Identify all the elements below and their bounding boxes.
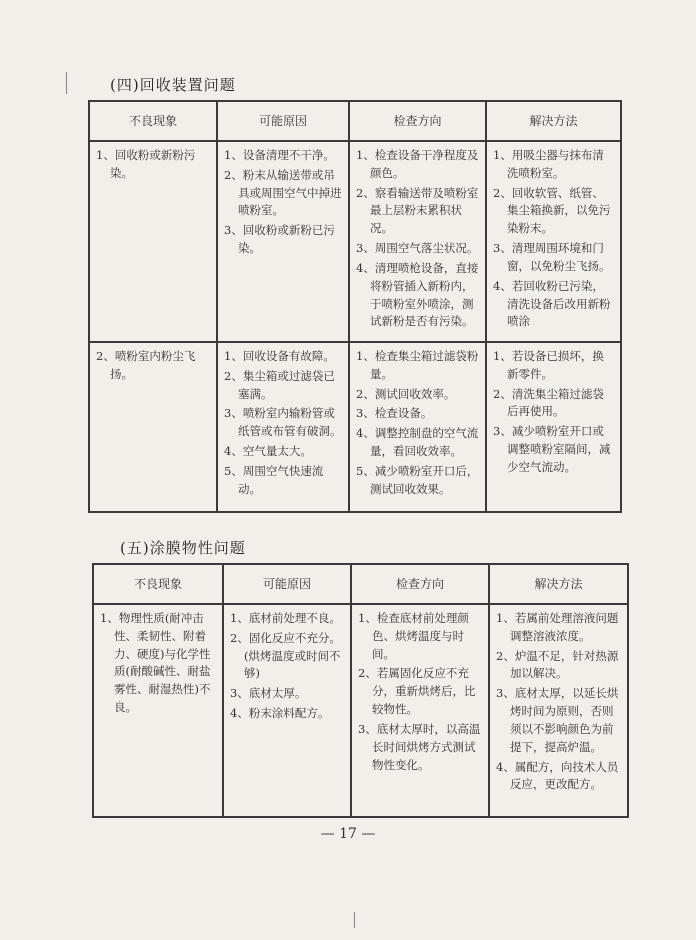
cell-phenomenon (89, 141, 217, 342)
header-phenomenon: 不良现象 (93, 564, 223, 604)
cause-item: 4、空气量太大。 (224, 444, 312, 459)
table-header-row (93, 564, 628, 604)
cell-solutions (486, 141, 621, 342)
check-item: 1、检查集尘箱过滤袋粉量。 (356, 349, 479, 381)
phenomenon-text: 2、喷粉室内粉尘飞扬。 (96, 349, 196, 381)
phenomenon-text: 1、回收粉或新粉污染。 (96, 148, 196, 180)
cell-checks (351, 604, 489, 817)
coating-property-table (92, 563, 629, 818)
check-item: 5、减少喷粉室开口后，测试回收效果。 (356, 463, 479, 496)
solution-item: 3、减少喷粉室开口或调整喷粉室隔间，减少空气流动。 (493, 424, 611, 474)
header-checks: 检查方向 (349, 101, 486, 141)
check-item: 4、调整控制盘的空气流量，看回收效率。 (356, 426, 479, 459)
cell-phenomenon (93, 604, 223, 817)
check-item: 1、检查底材前处理颜色、烘烤温度与时间。 (358, 611, 469, 661)
check-item: 2、察看输送带及喷粉室最上层粉末累积状况。 (356, 185, 479, 236)
solution-item: 2、炉温不足，针对热源加以解决。 (496, 648, 619, 681)
solution-item: 1、用吸尘器与抹布清洗喷粉室。 (493, 148, 604, 180)
solution-item: 2、清洗集尘箱过滤袋后再使用。 (493, 386, 604, 419)
check-item: 3、底材太厚时，以高温长时间烘烤方式测试物性变化。 (358, 721, 481, 772)
cause-item: 2、固化反应不充分。(烘烤温度或时间不够) (230, 630, 341, 681)
table-row (93, 604, 628, 817)
cause-item: 3、回收粉或新粉已污染。 (224, 223, 335, 256)
header-solutions: 解决方法 (489, 564, 628, 604)
page-number: — 17 — (320, 826, 376, 842)
recovery-device-table (88, 100, 622, 513)
check-item: 3、检查设备。 (356, 406, 433, 421)
check-item: 4、清理喷枪设备，直接将粉管插入新粉内，于喷粉室外喷涂，测试新粉是否有污染。 (356, 260, 479, 329)
check-item: 1、检查设备干净程度及颜色。 (356, 148, 479, 180)
solution-item: 1、若设备已损坏，换新零件。 (493, 349, 604, 381)
cause-item: 3、底材太厚。 (230, 686, 307, 701)
cell-causes (217, 141, 349, 342)
cell-checks (349, 342, 486, 512)
cell-causes (217, 342, 349, 512)
cause-item: 2、粉末从输送带或吊具或周围空气中掉进喷粉室。 (224, 167, 342, 218)
cell-phenomenon (89, 342, 217, 512)
header-causes: 可能原因 (217, 101, 349, 141)
section5-title: (五)涂膜物性问题 (120, 539, 246, 557)
solution-item: 1、若属前处理溶液问题调整溶液浓度。 (496, 611, 619, 643)
check-item: 2、若属固化反应不充分，重新烘烤后，比较物性。 (358, 666, 476, 717)
solution-item: 4、属配方，向技术人员反应，更改配方。 (496, 759, 619, 792)
cause-item: 2、集尘箱或过滤袋已塞满。 (224, 368, 335, 401)
cause-item: 1、底材前处理不良。 (230, 611, 341, 625)
cell-causes (223, 604, 351, 817)
section4-title: (四)回收装置问题 (110, 76, 236, 94)
cell-solutions (486, 342, 621, 512)
solution-item: 3、清理周围环境和门窗，以免粉尘飞扬。 (493, 241, 611, 273)
solution-item: 2、回收软管、纸管、集尘箱换新，以免污染粉末。 (493, 185, 611, 236)
cause-item: 1、设备清理不干净。 (224, 148, 335, 162)
cause-item: 1、回收设备有故障。 (224, 349, 335, 363)
check-item: 2、测试回收效率。 (356, 386, 456, 401)
cause-item: 3、喷粉室内输粉管或纸管或布管有破洞。 (224, 406, 342, 439)
scan-mark (66, 72, 67, 94)
header-causes: 可能原因 (223, 564, 351, 604)
header-phenomenon: 不良现象 (89, 101, 217, 141)
cause-item: 5、周围空气快速流动。 (224, 463, 324, 496)
header-solutions: 解决方法 (486, 101, 621, 141)
solution-item: 4、若回收粉已污染，清洗设备后改用新粉喷涂 (493, 278, 611, 329)
table-header-row (89, 101, 621, 141)
scan-mark (354, 912, 355, 928)
table-row (89, 141, 621, 342)
table-row (89, 342, 621, 512)
header-checks: 检查方向 (351, 564, 489, 604)
cell-solutions (489, 604, 628, 817)
cell-checks (349, 141, 486, 342)
check-item: 3、周围空气落尘状况。 (356, 241, 479, 256)
phenomenon-text: 1、物理性质(耐冲击性、柔韧性、附着力、硬度)与化学性质(耐酸碱性、耐盐雾性、耐湿热性)不良。 (100, 611, 211, 715)
cause-item: 4、粉末涂料配方。 (230, 706, 330, 721)
solution-item: 3、底材太厚，以延长烘烤时间为原则，否则须以不影响颜色为前提下，提高炉温。 (496, 686, 619, 754)
